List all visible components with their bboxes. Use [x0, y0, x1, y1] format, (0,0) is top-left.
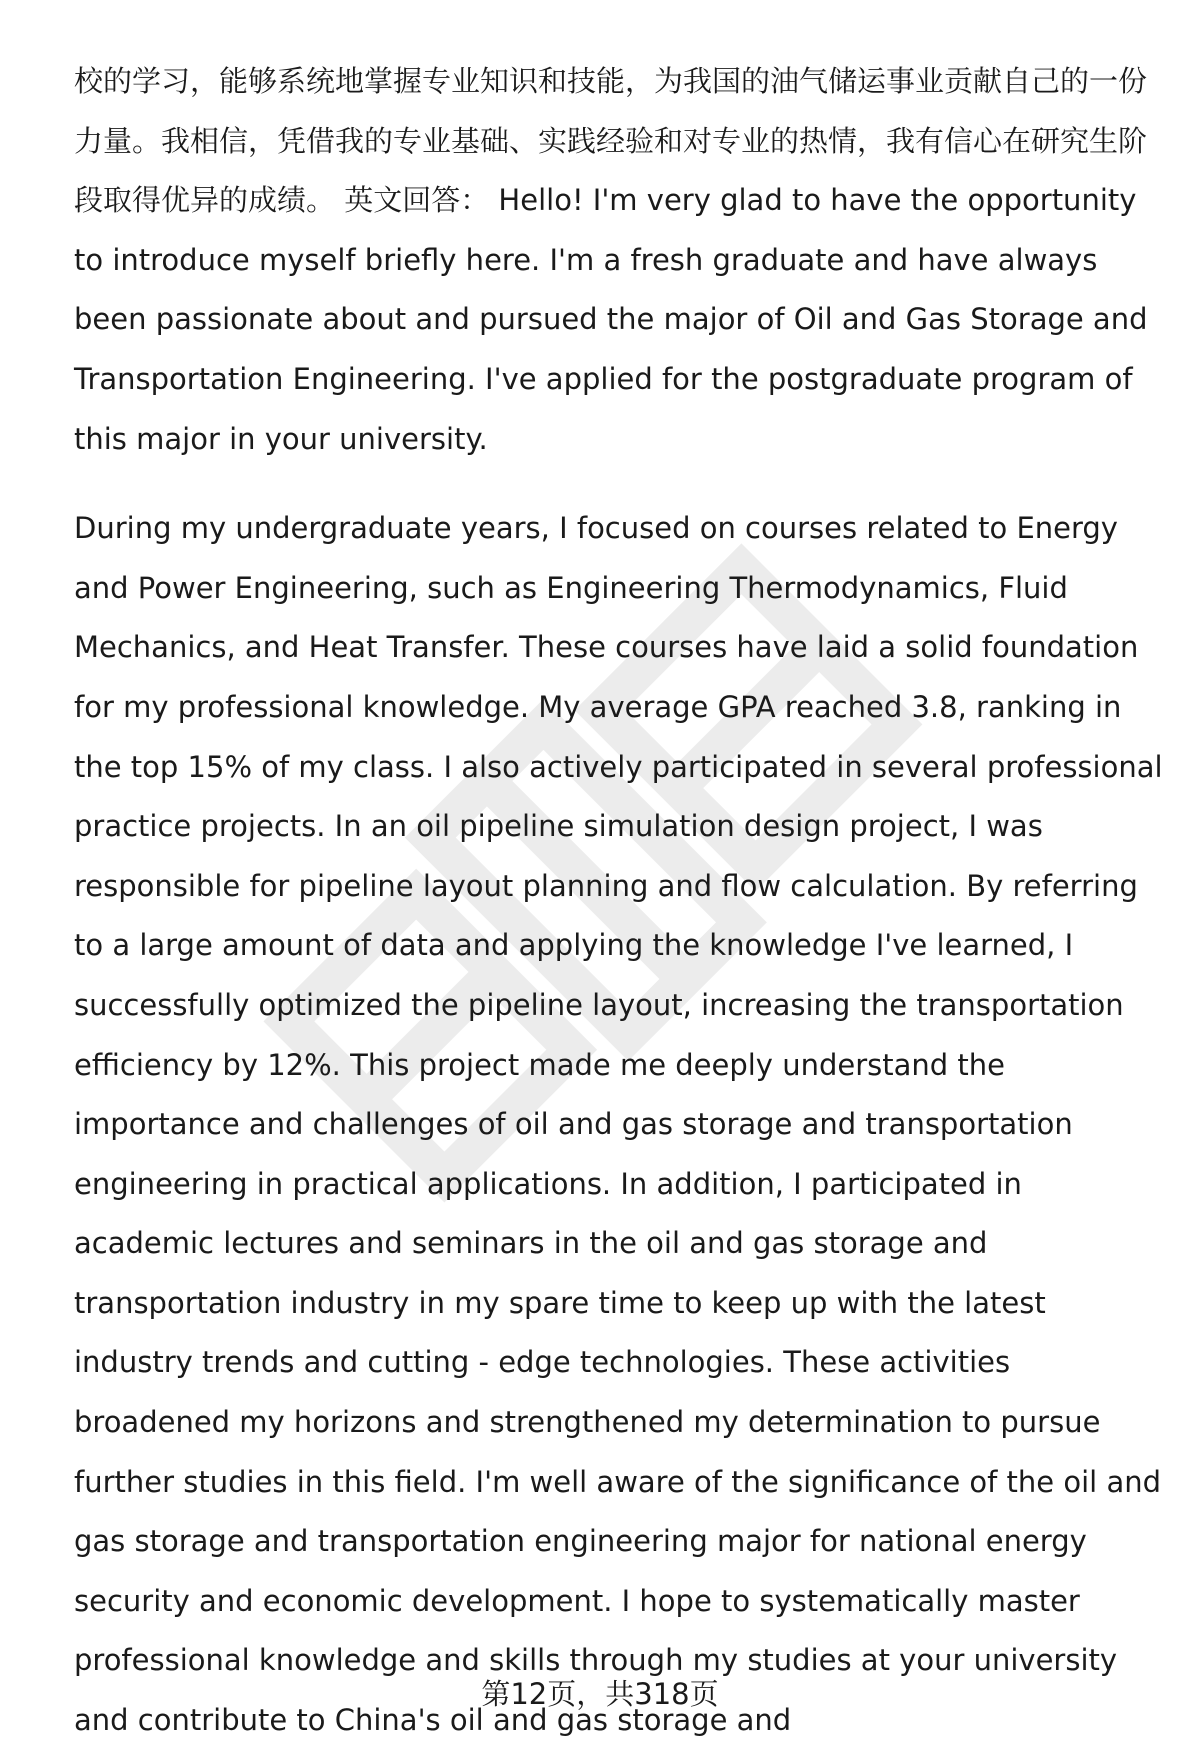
document-body — [74, 52, 1164, 1751]
page-number: 第12页，共318页 — [481, 1677, 719, 1711]
paragraph-1: 校的学习，能够系统地掌握专业知识和技能，为我国的油气储运事业贡献自己的一份力量。我相信，凭借我的专业基础、实践经验和对专业的热情，我有信心在研究生阶段取得优异的成绩。 英文回答： Hello! I'm very glad to have the opportunity to introduce myself briefly here. I'm a fresh graduate and have always been passionate about and pursued the major of Oil and Gas Storage and Transportation Engineering. I've applied for the postgraduate program of this major in your university. — [74, 64, 1148, 456]
paragraph-2: During my undergraduate years, I focused on courses related to Energy and Power Engineering, such as Engineering Thermodynamics, Fluid Mechanics, and Heat Transfer. These courses have laid a solid foundation for my professional knowledge. My average GPA reached 3.8, ranking in the top 15% of my class. I also actively participated in several professional practice projects. In an oil pipeline simulation design project, I was responsible for pipeline layout planning and flow calculation. By referring to a large amount of data and applying the knowledge I've learned, I successfully optimized the pipeline layout, increasing the transportation efficiency by 12%. This project made me deeply understand the importance and challenges of oil and gas storage and transportation engineering in practical applications. In addition, I participated in academic lectures and seminars in the oil and gas storage and transportation industry in my spare time to keep up with the latest industry trends and cutting - edge technologies. These activities broadened my horizons and strengthened my determination to pursue further studies in this field. I'm well aware of the significance of the oil and gas storage and transportation engineering major for national energy security and economic development. I hope to systematically master professional knowledge and skills through my studies at your university and contribute to China's oil and gas storage and — [74, 511, 1163, 1738]
